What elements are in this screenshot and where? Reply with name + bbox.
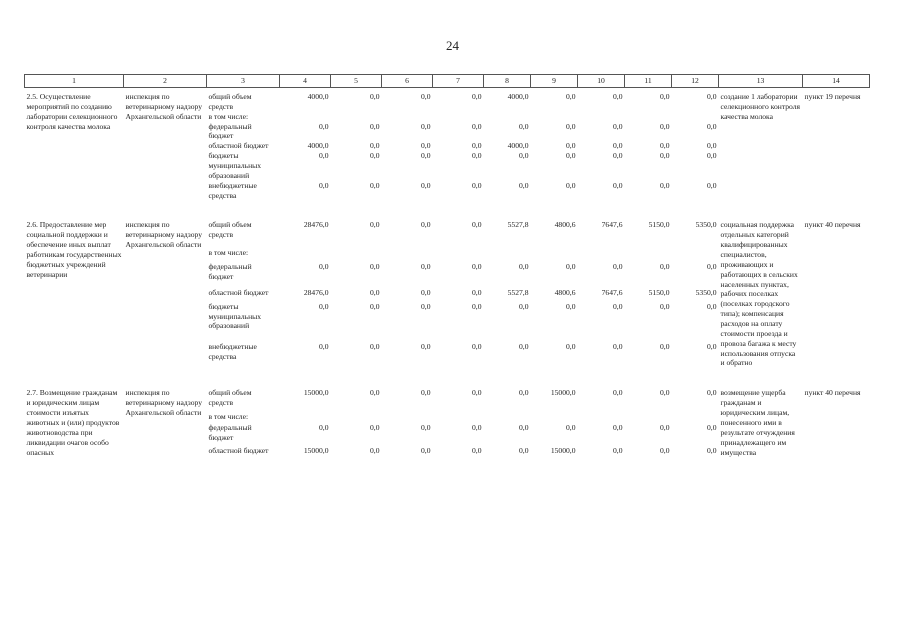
- program-table: [24, 74, 870, 457]
- amount-cell: 15000,0: [550, 445, 576, 455]
- amount-cell: 0,0: [613, 151, 623, 161]
- block-spacer: [25, 200, 870, 216]
- amount-cell: 0,0: [519, 423, 529, 433]
- amount-cell: 4000,0: [307, 92, 329, 101]
- amount-cell: 0,0: [707, 180, 717, 190]
- amount-cell: 0,0: [566, 141, 576, 151]
- expected-result: возмещение ущерба гражданам и юридическим лицам, понесенного ими в результате отчуждения принадлежащего им имущества: [720, 388, 795, 457]
- amount-cell: 0,0: [707, 341, 717, 351]
- amount-cell: 0,0: [370, 388, 380, 398]
- table-row: [25, 88, 870, 112]
- amount-cell: 0,0: [319, 180, 329, 190]
- amount-cell: 0,0: [472, 220, 482, 230]
- amount-cell: 0,0: [370, 121, 380, 131]
- amount-cell: [433, 112, 484, 122]
- funding-source: областной бюджет: [208, 288, 269, 298]
- amount-cell: [382, 412, 433, 423]
- column-number-8: 8: [484, 75, 531, 88]
- amount-cell: 0,0: [370, 341, 380, 351]
- funding-source: федеральный бюджет: [208, 423, 252, 442]
- amount-cell: 0,0: [421, 301, 431, 311]
- amount-cell: 0,0: [472, 288, 482, 298]
- amount-cell: 0,0: [421, 341, 431, 351]
- amount-cell: 0,0: [660, 121, 670, 131]
- amount-cell: 5150,0: [648, 288, 670, 298]
- executor: инспекция по ветеринарному надзору Архангельской области: [125, 220, 203, 250]
- amount-cell: [578, 112, 625, 122]
- table-header-row: [25, 75, 870, 88]
- funding-source: в том числе:: [208, 411, 249, 421]
- amount-cell: 0,0: [519, 388, 529, 398]
- amount-cell: [531, 112, 578, 122]
- amount-cell: 0,0: [660, 445, 670, 455]
- amount-cell: 0,0: [472, 261, 482, 271]
- amount-cell: 0,0: [319, 301, 329, 311]
- amount-cell: 4800,6: [554, 220, 576, 230]
- amount-cell: 0,0: [566, 301, 576, 311]
- amount-cell: 0,0: [613, 301, 623, 311]
- amount-cell: [672, 112, 719, 122]
- amount-cell: 0,0: [613, 261, 623, 271]
- table-row: [25, 384, 870, 411]
- amount-cell: 0,0: [370, 301, 380, 311]
- amount-cell: 0,0: [319, 151, 329, 161]
- amount-cell: 7647,6: [601, 288, 623, 298]
- funding-source: федеральный бюджет: [208, 261, 252, 281]
- amount-cell: 0,0: [370, 151, 380, 161]
- amount-cell: 4000,0: [307, 141, 329, 151]
- amount-cell: 0,0: [566, 92, 576, 101]
- amount-cell: 0,0: [613, 388, 623, 398]
- amount-cell: [672, 248, 719, 261]
- amount-cell: 0,0: [421, 261, 431, 271]
- amount-cell: 0,0: [613, 423, 623, 433]
- amount-cell: 5350,0: [695, 220, 717, 230]
- column-number-10: 10: [578, 75, 625, 88]
- amount-cell: 0,0: [519, 180, 529, 190]
- amount-cell: [433, 412, 484, 423]
- amount-cell: 0,0: [472, 341, 482, 351]
- column-number-5: 5: [331, 75, 382, 88]
- event-name: 2.7. Возмещение гражданам и юридическим лицам стоимости изъятых животных и (или) продуктов животноводства при ликвидации очагов особо опасных: [26, 388, 120, 457]
- amount-cell: 0,0: [707, 141, 717, 151]
- amount-cell: 0,0: [421, 180, 431, 190]
- column-number-11: 11: [625, 75, 672, 88]
- amount-cell: [672, 412, 719, 423]
- amount-cell: 0,0: [707, 92, 717, 101]
- amount-cell: 4800,6: [554, 288, 576, 298]
- amount-cell: 0,0: [421, 92, 431, 101]
- amount-cell: [382, 248, 433, 261]
- column-number-6: 6: [382, 75, 433, 88]
- amount-cell: 0,0: [519, 445, 529, 455]
- amount-cell: 0,0: [566, 180, 576, 190]
- amount-cell: [484, 112, 531, 122]
- amount-cell: 0,0: [370, 423, 380, 433]
- amount-cell: 0,0: [370, 92, 380, 101]
- amount-cell: 28476,0: [303, 220, 329, 230]
- amount-cell: 4000,0: [507, 141, 529, 151]
- expected-result: социальная поддержка отдельных категорий квалифицированных специалистов, проживающих и работающих в сельских населенных пунктах, рабочих поселках (поселках городского типа); компенсация расходов на оплату стоимости проезда и провоза багажа к месту использования отпуска и обратно: [720, 220, 798, 368]
- amount-cell: 0,0: [472, 388, 482, 398]
- amount-cell: 0,0: [319, 341, 329, 351]
- amount-cell: [484, 412, 531, 423]
- amount-cell: 0,0: [370, 141, 380, 151]
- amount-cell: 0,0: [707, 445, 717, 455]
- amount-cell: 0,0: [566, 261, 576, 271]
- amount-cell: 0,0: [660, 341, 670, 351]
- funding-source: областной бюджет: [208, 445, 269, 455]
- table-row: [25, 216, 870, 248]
- column-number-2: 2: [124, 75, 207, 88]
- amount-cell: [280, 412, 331, 423]
- amount-cell: 0,0: [613, 141, 623, 151]
- amount-cell: 0,0: [472, 301, 482, 311]
- amount-cell: 0,0: [707, 301, 717, 311]
- funding-source: внебюджетные средства: [208, 180, 257, 200]
- funding-source: бюджеты муниципальных образований: [208, 151, 262, 180]
- amount-cell: 0,0: [370, 180, 380, 190]
- column-number-1: 1: [25, 75, 124, 88]
- amount-cell: 0,0: [660, 92, 670, 101]
- amount-cell: [484, 248, 531, 261]
- amount-cell: 28476,0: [303, 288, 329, 298]
- spacer-cell: [25, 368, 870, 384]
- amount-cell: 0,0: [707, 423, 717, 433]
- funding-source: общий объем средств: [208, 92, 252, 111]
- amount-cell: 0,0: [660, 261, 670, 271]
- funding-source: общий объем средств: [208, 220, 252, 240]
- amount-cell: 4000,0: [507, 92, 529, 101]
- amount-cell: 0,0: [566, 341, 576, 351]
- funding-source: в том числе:: [208, 248, 249, 258]
- funding-source: внебюджетные средства: [208, 341, 257, 361]
- amount-cell: 0,0: [421, 220, 431, 230]
- amount-cell: 0,0: [421, 141, 431, 151]
- amount-cell: 7647,6: [601, 220, 623, 230]
- column-number-13: 13: [719, 75, 803, 88]
- amount-cell: 0,0: [370, 445, 380, 455]
- amount-cell: 0,0: [707, 261, 717, 271]
- reference: пункт 40 перечня: [804, 220, 861, 230]
- amount-cell: [331, 412, 382, 423]
- expected-result: создание 1 лаборатории селекционного контроля качества молока: [720, 92, 801, 121]
- amount-cell: 0,0: [707, 121, 717, 131]
- reference: пункт 40 перечня: [804, 388, 861, 398]
- amount-cell: [331, 112, 382, 122]
- amount-cell: 0,0: [660, 388, 670, 398]
- funding-source: в том числе:: [208, 111, 249, 121]
- column-number-3: 3: [207, 75, 280, 88]
- amount-cell: 0,0: [707, 388, 717, 398]
- amount-cell: 0,0: [660, 180, 670, 190]
- amount-cell: [578, 248, 625, 261]
- amount-cell: 15000,0: [303, 445, 329, 455]
- amount-cell: [531, 248, 578, 261]
- amount-cell: 0,0: [566, 423, 576, 433]
- column-number-7: 7: [433, 75, 484, 88]
- amount-cell: 0,0: [613, 121, 623, 131]
- column-number-9: 9: [531, 75, 578, 88]
- amount-cell: 0,0: [519, 151, 529, 161]
- spacer-cell: [25, 200, 870, 216]
- amount-cell: [578, 412, 625, 423]
- amount-cell: [531, 412, 578, 423]
- amount-cell: 0,0: [660, 423, 670, 433]
- amount-cell: 5527,8: [507, 220, 529, 230]
- funding-source: бюджеты муниципальных образований: [208, 301, 262, 331]
- amount-cell: 0,0: [613, 341, 623, 351]
- amount-cell: 0,0: [421, 445, 431, 455]
- amount-cell: [382, 112, 433, 122]
- page-number: 24: [446, 38, 459, 53]
- amount-cell: 0,0: [472, 121, 482, 131]
- amount-cell: 0,0: [319, 423, 329, 433]
- event-name: 2.5. Осуществление мероприятий по созданию лаборатории селекционного контроля качества молока: [26, 92, 118, 131]
- amount-cell: 0,0: [421, 121, 431, 131]
- reference: пункт 19 перечня: [804, 92, 861, 101]
- amount-cell: 0,0: [566, 121, 576, 131]
- block-spacer: [25, 368, 870, 384]
- amount-cell: 0,0: [472, 445, 482, 455]
- amount-cell: 15000,0: [550, 388, 576, 398]
- amount-cell: 0,0: [319, 121, 329, 131]
- amount-cell: 5150,0: [648, 220, 670, 230]
- amount-cell: [331, 248, 382, 261]
- amount-cell: 0,0: [519, 261, 529, 271]
- amount-cell: 0,0: [421, 423, 431, 433]
- amount-cell: 0,0: [472, 92, 482, 101]
- amount-cell: 0,0: [566, 151, 576, 161]
- amount-cell: 0,0: [370, 288, 380, 298]
- amount-cell: 0,0: [421, 151, 431, 161]
- amount-cell: 0,0: [660, 151, 670, 161]
- event-name: 2.6. Предоставление мер социальной поддержки и обеспечение иных выплат работникам государственных бюджетных учреждений ветеринарии: [26, 220, 122, 279]
- amount-cell: 0,0: [613, 92, 623, 101]
- executor: инспекция по ветеринарному надзору Архангельской области: [125, 388, 203, 418]
- amount-cell: 0,0: [519, 301, 529, 311]
- amount-cell: 15000,0: [303, 388, 329, 398]
- amount-cell: 0,0: [613, 445, 623, 455]
- amount-cell: 0,0: [472, 151, 482, 161]
- amount-cell: [433, 248, 484, 261]
- column-number-14: 14: [803, 75, 870, 88]
- amount-cell: [625, 412, 672, 423]
- amount-cell: [280, 112, 331, 122]
- amount-cell: [280, 248, 331, 261]
- amount-cell: [625, 248, 672, 261]
- amount-cell: 0,0: [472, 423, 482, 433]
- amount-cell: 5350,0: [695, 288, 717, 298]
- funding-source: общий объем средств: [208, 388, 252, 408]
- amount-cell: 0,0: [319, 261, 329, 271]
- amount-cell: 0,0: [519, 121, 529, 131]
- executor: инспекция по ветеринарному надзору Архангельской области: [125, 92, 203, 121]
- amount-cell: 0,0: [472, 180, 482, 190]
- amount-cell: 0,0: [660, 141, 670, 151]
- amount-cell: 0,0: [421, 388, 431, 398]
- funding-source: областной бюджет: [208, 141, 269, 151]
- amount-cell: 0,0: [707, 151, 717, 161]
- amount-cell: 0,0: [660, 301, 670, 311]
- amount-cell: [625, 112, 672, 122]
- amount-cell: 0,0: [519, 341, 529, 351]
- funding-source: федеральный бюджет: [208, 121, 252, 141]
- amount-cell: 0,0: [370, 220, 380, 230]
- amount-cell: 0,0: [370, 261, 380, 271]
- column-number-4: 4: [280, 75, 331, 88]
- amount-cell: 0,0: [472, 141, 482, 151]
- amount-cell: 5527,8: [507, 288, 529, 298]
- amount-cell: 0,0: [613, 180, 623, 190]
- amount-cell: 0,0: [421, 288, 431, 298]
- column-number-12: 12: [672, 75, 719, 88]
